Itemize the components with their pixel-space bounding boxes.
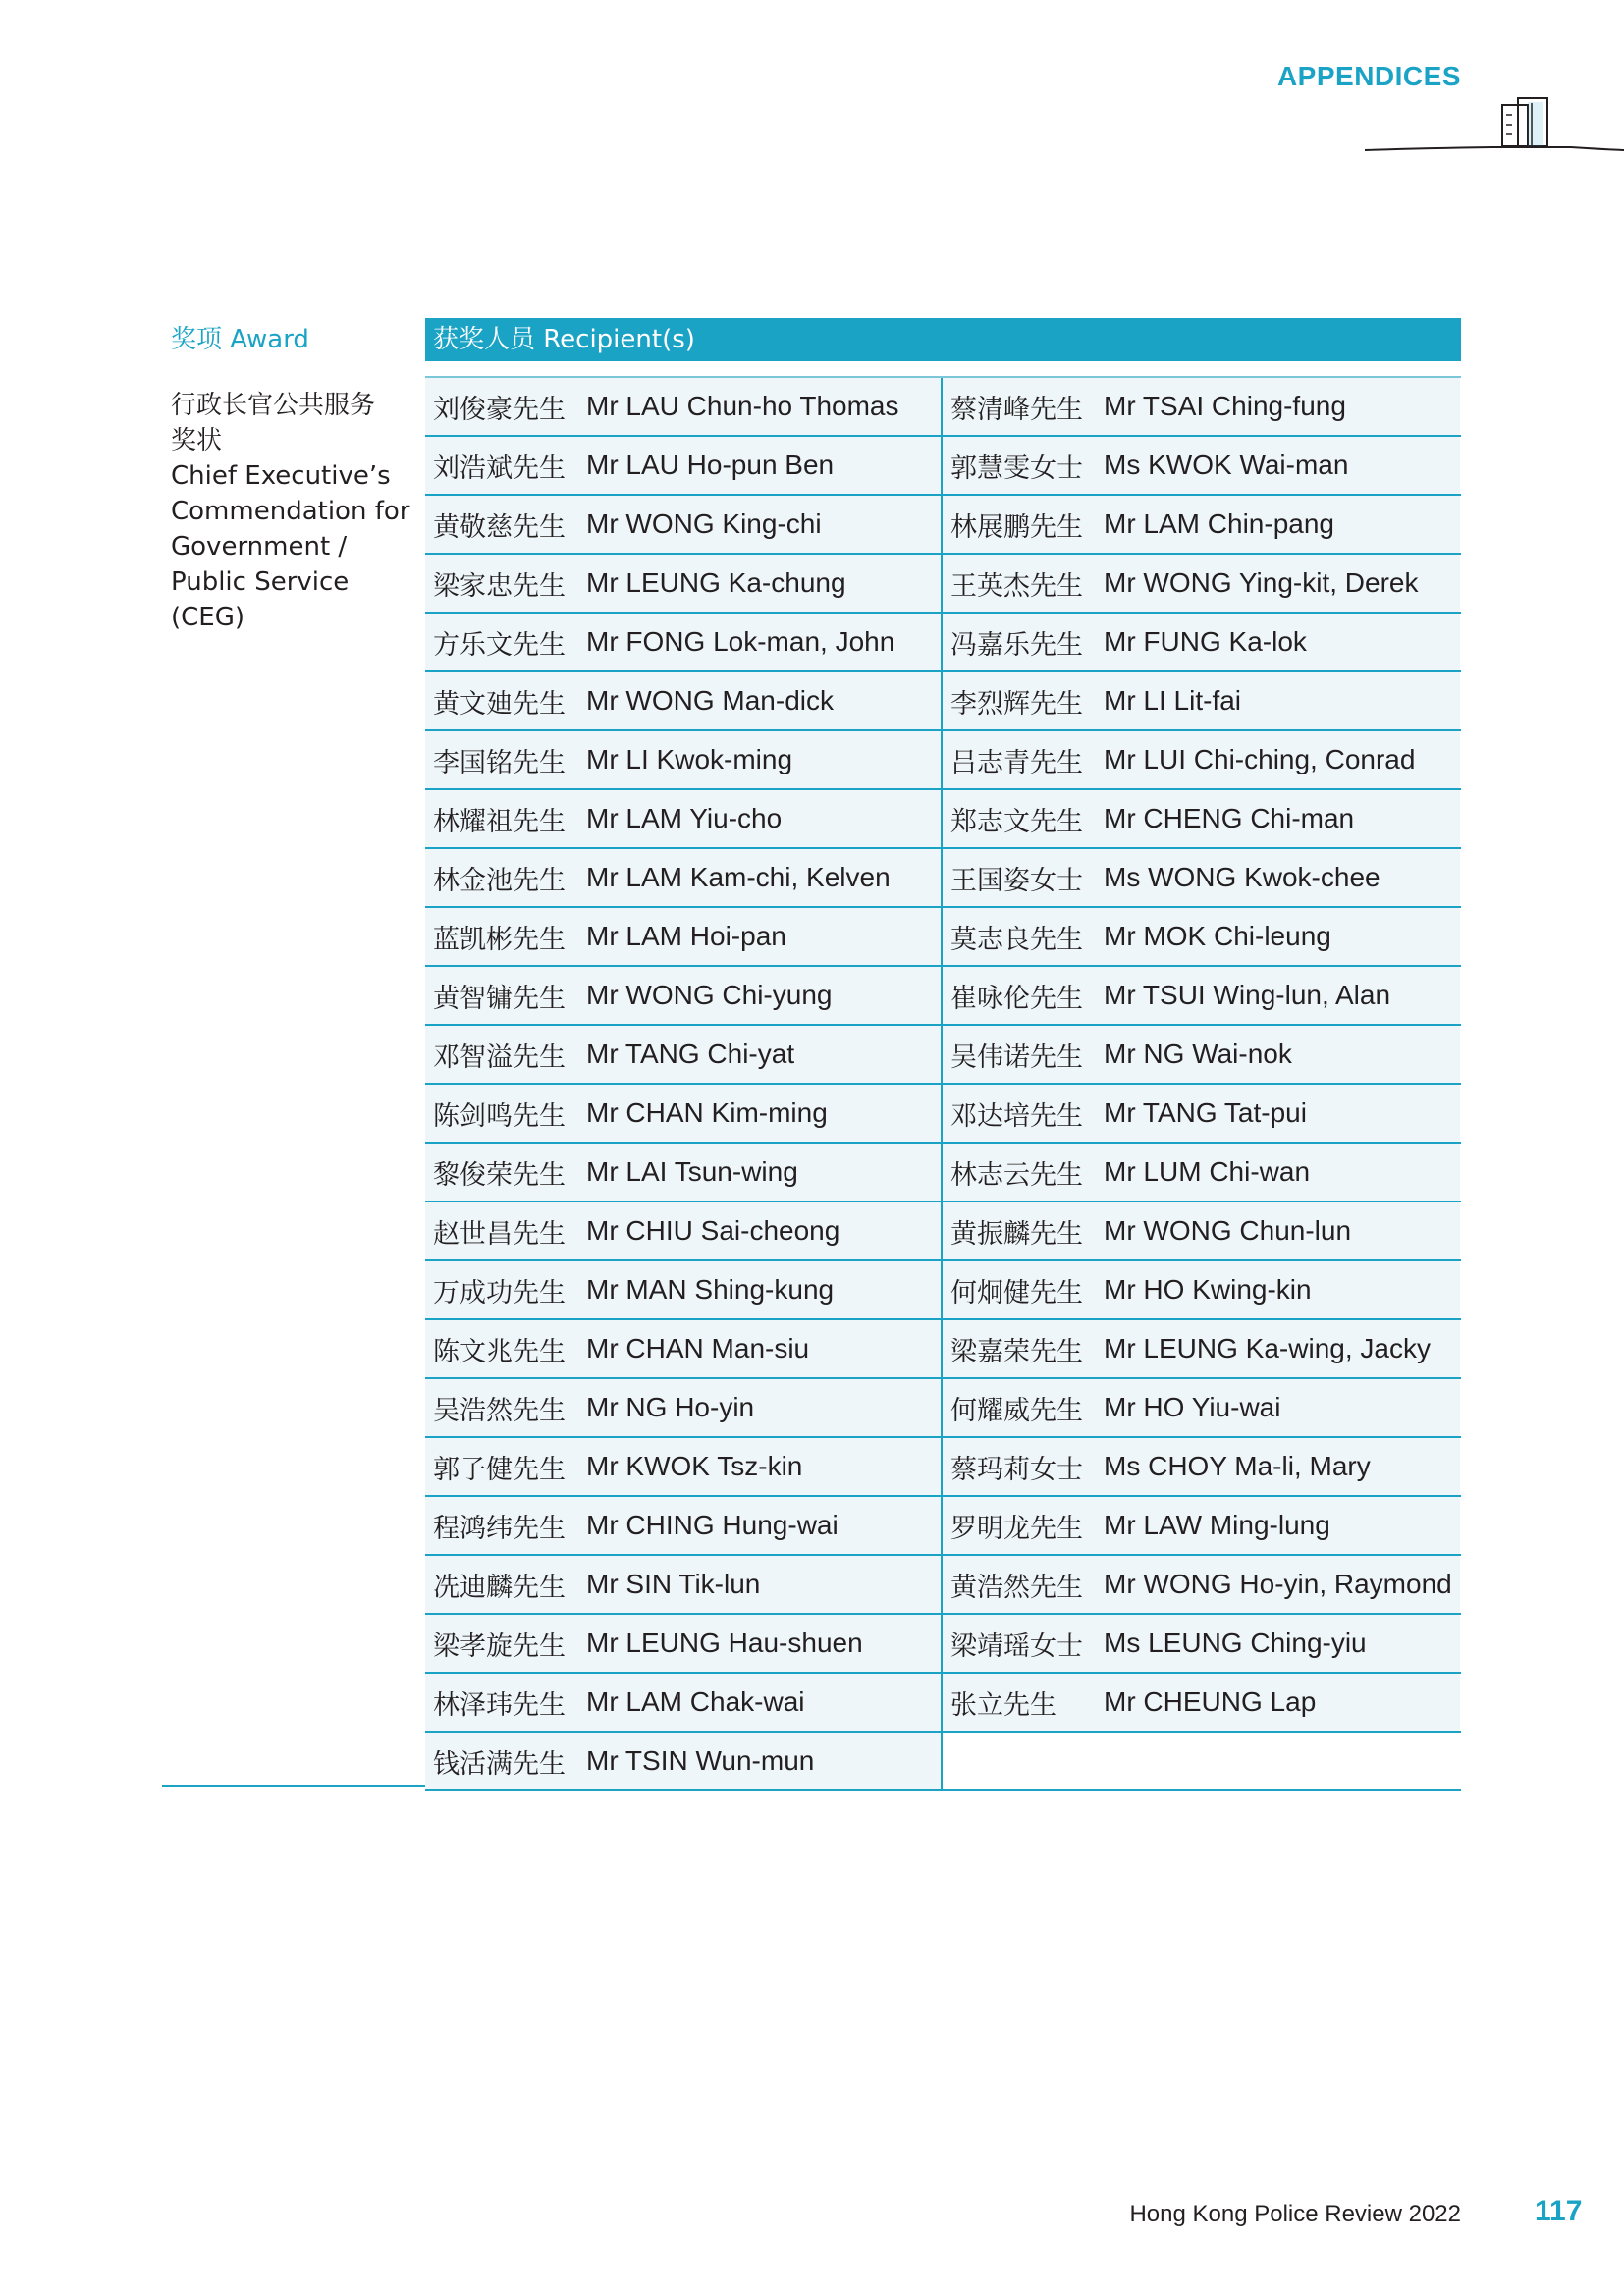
recipient-chinese-name: 王国姿女士 — [950, 865, 1083, 896]
recipient-cell — [943, 967, 1460, 1024]
recipient-english-name: Mr NG Wai-nok — [1104, 1039, 1292, 1069]
recipient-english-name: Mr LAU Ho-pun Ben — [586, 450, 835, 480]
recipient-chinese-name: 程鸿纬先生 — [433, 1513, 566, 1544]
recipient-english-name: Mr WONG Chun-lun — [1104, 1215, 1352, 1246]
recipient-english-name: Mr LAW Ming-lung — [1104, 1510, 1330, 1540]
recipient-chinese-name: 何耀威先生 — [950, 1395, 1083, 1426]
table-bottom-rule — [162, 1785, 425, 1787]
recipient-chinese-name: 刘俊豪先生 — [433, 394, 566, 425]
table-row — [425, 1438, 1461, 1497]
recipient-cell — [425, 437, 943, 494]
recipient-english-name: Mr LAU Chun-ho Thomas — [586, 391, 899, 421]
recipient-english-name: Mr TSAI Ching-fung — [1104, 391, 1346, 421]
recipient-english-name: Mr TSIN Wun-mun — [586, 1745, 815, 1776]
table-row — [425, 555, 1461, 614]
recipient-chinese-name: 刘浩斌先生 — [433, 453, 566, 484]
recipient-cell — [943, 614, 1460, 670]
recipient-chinese-name: 蓝凯彬先生 — [433, 924, 566, 955]
recipient-cell — [943, 555, 1460, 612]
recipient-chinese-name: 陈剑鸣先生 — [433, 1100, 566, 1132]
table-row — [425, 614, 1461, 672]
recipient-chinese-name: 黄振麟先生 — [950, 1218, 1083, 1250]
table-row — [425, 790, 1461, 849]
recipient-english-name: Mr LEUNG Ka-wing, Jacky — [1104, 1333, 1431, 1363]
recipient-cell — [943, 731, 1460, 788]
recipient-english-name: Mr SIN Tik-lun — [586, 1569, 761, 1599]
award-name-line: 行政长官公共服务 — [171, 391, 376, 420]
table-row — [425, 496, 1461, 555]
recipient-cell — [943, 1674, 1460, 1731]
table-row — [425, 731, 1461, 790]
table-row — [425, 672, 1461, 731]
recipient-english-name: Mr HO Kwing-kin — [1104, 1274, 1312, 1305]
recipient-english-name: Mr LAM Hoi-pan — [586, 921, 786, 951]
recipient-english-name: Mr LAM Kam-chi, Kelven — [586, 862, 891, 892]
recipient-chinese-name: 邓智溢先生 — [433, 1041, 566, 1073]
recipient-english-name: Mr WONG Man-dick — [586, 685, 834, 716]
table-row — [425, 1497, 1461, 1556]
recipient-chinese-name: 蔡清峰先生 — [950, 394, 1083, 425]
recipient-cell — [425, 672, 943, 729]
recipient-cell — [425, 1497, 943, 1554]
recipient-chinese-name: 罗明龙先生 — [950, 1513, 1083, 1544]
recipient-cell — [425, 1615, 943, 1672]
recipient-cell — [943, 1379, 1460, 1436]
recipient-english-name: Mr KWOK Tsz-kin — [586, 1451, 803, 1481]
recipient-chinese-name: 李国铭先生 — [433, 747, 566, 778]
recipient-chinese-name: 张立先生 — [950, 1689, 1056, 1721]
page-number: 117 — [1535, 2195, 1583, 2227]
recipient-chinese-name: 冯嘉乐先生 — [950, 629, 1083, 661]
recipient-cell — [425, 1556, 943, 1613]
recipient-chinese-name: 林金池先生 — [433, 865, 566, 896]
recipient-cell — [943, 908, 1460, 965]
empty-cell — [943, 1733, 1460, 1789]
recipient-cell — [943, 1085, 1460, 1142]
recipient-english-name: Mr LAM Yiu-cho — [586, 803, 783, 833]
recipient-english-name: Mr TANG Tat-pui — [1104, 1097, 1307, 1128]
recipient-chinese-name: 郭慧雯女士 — [950, 453, 1083, 484]
recipient-english-name: Mr LI Lit-fai — [1104, 685, 1242, 716]
recipient-english-name: Mr LAI Tsun-wing — [586, 1156, 798, 1187]
recipient-chinese-name: 方乐文先生 — [433, 629, 566, 661]
recipient-english-name: Mr LEUNG Hau-shuen — [586, 1628, 863, 1658]
recipient-cell — [943, 378, 1460, 435]
recipient-english-name: Mr WONG Ying-kit, Derek — [1104, 567, 1419, 598]
recipient-cell — [943, 1144, 1460, 1201]
recipient-cell — [425, 967, 943, 1024]
table-row — [425, 1085, 1461, 1144]
recipient-english-name: Mr CHING Hung-wai — [586, 1510, 839, 1540]
recipient-english-name: Mr WONG Chi-yung — [586, 980, 833, 1010]
table-row — [425, 1674, 1461, 1733]
recipient-english-name: Mr WONG Ho-yin, Raymond — [1104, 1569, 1452, 1599]
recipient-chinese-name: 吕志青先生 — [950, 747, 1083, 778]
table-row — [425, 967, 1461, 1026]
recipient-english-name: Mr WONG King-chi — [586, 508, 822, 539]
recipient-english-name: Mr FUNG Ka-lok — [1104, 626, 1307, 657]
recipient-cell — [943, 1202, 1460, 1259]
recipient-chinese-name: 何炯健先生 — [950, 1277, 1083, 1308]
recipient-cell — [425, 378, 943, 435]
recipient-chinese-name: 李烈辉先生 — [950, 688, 1083, 720]
recipient-english-name: Mr MOK Chi-leung — [1104, 921, 1331, 951]
recipient-cell — [425, 731, 943, 788]
recipient-chinese-name: 梁家忠先生 — [433, 570, 566, 602]
recipient-chinese-name: 蔡玛莉女士 — [950, 1454, 1083, 1485]
building-line-icon — [1365, 93, 1624, 157]
award-name — [171, 388, 416, 635]
recipient-chinese-name: 赵世昌先生 — [433, 1218, 566, 1250]
recipient-english-name: Mr FONG Lok-man, John — [586, 626, 895, 657]
section-label: APPENDICES — [1276, 61, 1461, 91]
recipient-english-name: Ms KWOK Wai-man — [1104, 450, 1349, 480]
recipient-chinese-name: 黄智镛先生 — [433, 983, 566, 1014]
recipient-cell — [425, 555, 943, 612]
award-name-line: 奖状 — [171, 426, 223, 455]
recipient-cell — [943, 790, 1460, 847]
recipient-chinese-name: 黄浩然先生 — [950, 1572, 1083, 1603]
award-name-line: Government / — [171, 532, 348, 561]
recipient-cell — [425, 1144, 943, 1201]
recipient-english-name: Mr TSUI Wing-lun, Alan — [1104, 980, 1391, 1010]
recipient-cell — [943, 496, 1460, 553]
recipient-english-name: Mr HO Yiu-wai — [1104, 1392, 1281, 1422]
recipient-cell — [425, 1202, 943, 1259]
recipient-english-name: Mr CHENG Chi-man — [1104, 803, 1355, 833]
recipient-cell — [943, 1320, 1460, 1377]
table-row — [425, 1261, 1461, 1320]
recipient-table — [425, 376, 1461, 1791]
table-row — [425, 1144, 1461, 1202]
recipient-chinese-name: 林志云先生 — [950, 1159, 1083, 1191]
table-row — [425, 1615, 1461, 1674]
recipient-chinese-name: 郑志文先生 — [950, 806, 1083, 837]
recipient-english-name: Mr CHEUNG Lap — [1104, 1686, 1317, 1717]
recipient-cell — [425, 1379, 943, 1436]
recipient-chinese-name: 黄敬慈先生 — [433, 511, 566, 543]
recipient-cell — [943, 437, 1460, 494]
table-row — [425, 908, 1461, 967]
recipient-english-name: Mr LEUNG Ka-chung — [586, 567, 846, 598]
recipient-chinese-name: 梁嘉荣先生 — [950, 1336, 1083, 1367]
recipient-chinese-name: 吴浩然先生 — [433, 1395, 566, 1426]
recipient-chinese-name: 林耀祖先生 — [433, 806, 566, 837]
recipient-english-name: Mr TANG Chi-yat — [586, 1039, 795, 1069]
recipient-cell — [425, 1733, 943, 1789]
recipient-cell — [943, 1556, 1460, 1613]
recipient-cell — [425, 496, 943, 553]
recipient-cell — [425, 849, 943, 906]
recipient-english-name: Ms WONG Kwok-chee — [1104, 862, 1380, 892]
table-row — [425, 437, 1461, 496]
recipient-chinese-name: 吴伟诺先生 — [950, 1041, 1083, 1073]
award-column-header: 奖项 Award — [171, 325, 309, 354]
table-row — [425, 1379, 1461, 1438]
recipient-english-name: Ms LEUNG Ching-yiu — [1104, 1628, 1367, 1658]
recipient-cell — [425, 614, 943, 670]
recipient-english-name: Mr NG Ho-yin — [586, 1392, 755, 1422]
table-row — [425, 1733, 1461, 1791]
recipient-cell — [425, 1261, 943, 1318]
recipient-chinese-name: 莫志良先生 — [950, 924, 1083, 955]
recipient-cell — [943, 1615, 1460, 1672]
recipient-chinese-name: 梁孝旋先生 — [433, 1630, 566, 1662]
recipient-chinese-name: 林泽玮先生 — [433, 1689, 566, 1721]
recipient-column-header: 获奖人员 Recipient(s) — [425, 318, 1461, 361]
award-name-line: Commendation for — [171, 497, 410, 526]
recipient-english-name: Mr LI Kwok-ming — [586, 744, 793, 774]
recipient-chinese-name: 邓达培先生 — [950, 1100, 1083, 1132]
recipient-english-name: Mr CHAN Kim-ming — [586, 1097, 828, 1128]
recipient-english-name: Mr LAM Chak-wai — [586, 1686, 805, 1717]
recipient-english-name: Ms CHOY Ma-li, Mary — [1104, 1451, 1371, 1481]
recipient-chinese-name: 钱活满先生 — [433, 1748, 566, 1780]
recipient-english-name: Mr CHAN Man-siu — [586, 1333, 810, 1363]
recipient-cell — [943, 1497, 1460, 1554]
table-row — [425, 1556, 1461, 1615]
recipient-chinese-name: 梁靖瑶女士 — [950, 1630, 1083, 1662]
recipient-english-name: Mr CHIU Sai-cheong — [586, 1215, 840, 1246]
recipient-chinese-name: 崔咏伦先生 — [950, 983, 1083, 1014]
recipient-chinese-name: 万成功先生 — [433, 1277, 566, 1308]
recipient-cell — [425, 1320, 943, 1377]
recipient-cell — [943, 1026, 1460, 1083]
recipient-cell — [943, 672, 1460, 729]
recipient-english-name: Mr LAM Chin-pang — [1104, 508, 1334, 539]
recipient-chinese-name: 冼迪麟先生 — [433, 1572, 566, 1603]
recipient-chinese-name: 陈文兆先生 — [433, 1336, 566, 1367]
recipient-chinese-name: 黄文廸先生 — [433, 688, 566, 720]
recipient-english-name: Mr MAN Shing-kung — [586, 1274, 835, 1305]
recipient-english-name: Mr LUM Chi-wan — [1104, 1156, 1311, 1187]
table-row — [425, 1202, 1461, 1261]
recipient-cell — [425, 1085, 943, 1142]
recipient-chinese-name: 郭子健先生 — [433, 1454, 566, 1485]
table-row — [425, 1026, 1461, 1085]
recipient-cell — [425, 908, 943, 965]
recipient-cell — [943, 1261, 1460, 1318]
recipient-cell — [943, 849, 1460, 906]
footer-title: Hong Kong Police Review 2022 — [1129, 2201, 1461, 2227]
table-row — [425, 1320, 1461, 1379]
table-row — [425, 378, 1461, 437]
award-name-line: Public Service (CEG) — [171, 567, 350, 632]
recipient-chinese-name: 黎俊荣先生 — [433, 1159, 566, 1191]
recipient-cell — [943, 1438, 1460, 1495]
award-name-line: Chief Executive’s — [171, 461, 391, 491]
recipient-cell — [425, 1026, 943, 1083]
recipient-cell — [425, 790, 943, 847]
recipient-cell — [425, 1674, 943, 1731]
recipient-english-name: Mr LUI Chi-ching, Conrad — [1104, 744, 1416, 774]
recipient-cell — [425, 1438, 943, 1495]
table-row — [425, 849, 1461, 908]
recipient-chinese-name: 林展鹏先生 — [950, 511, 1083, 543]
recipient-chinese-name: 王英杰先生 — [950, 570, 1083, 602]
